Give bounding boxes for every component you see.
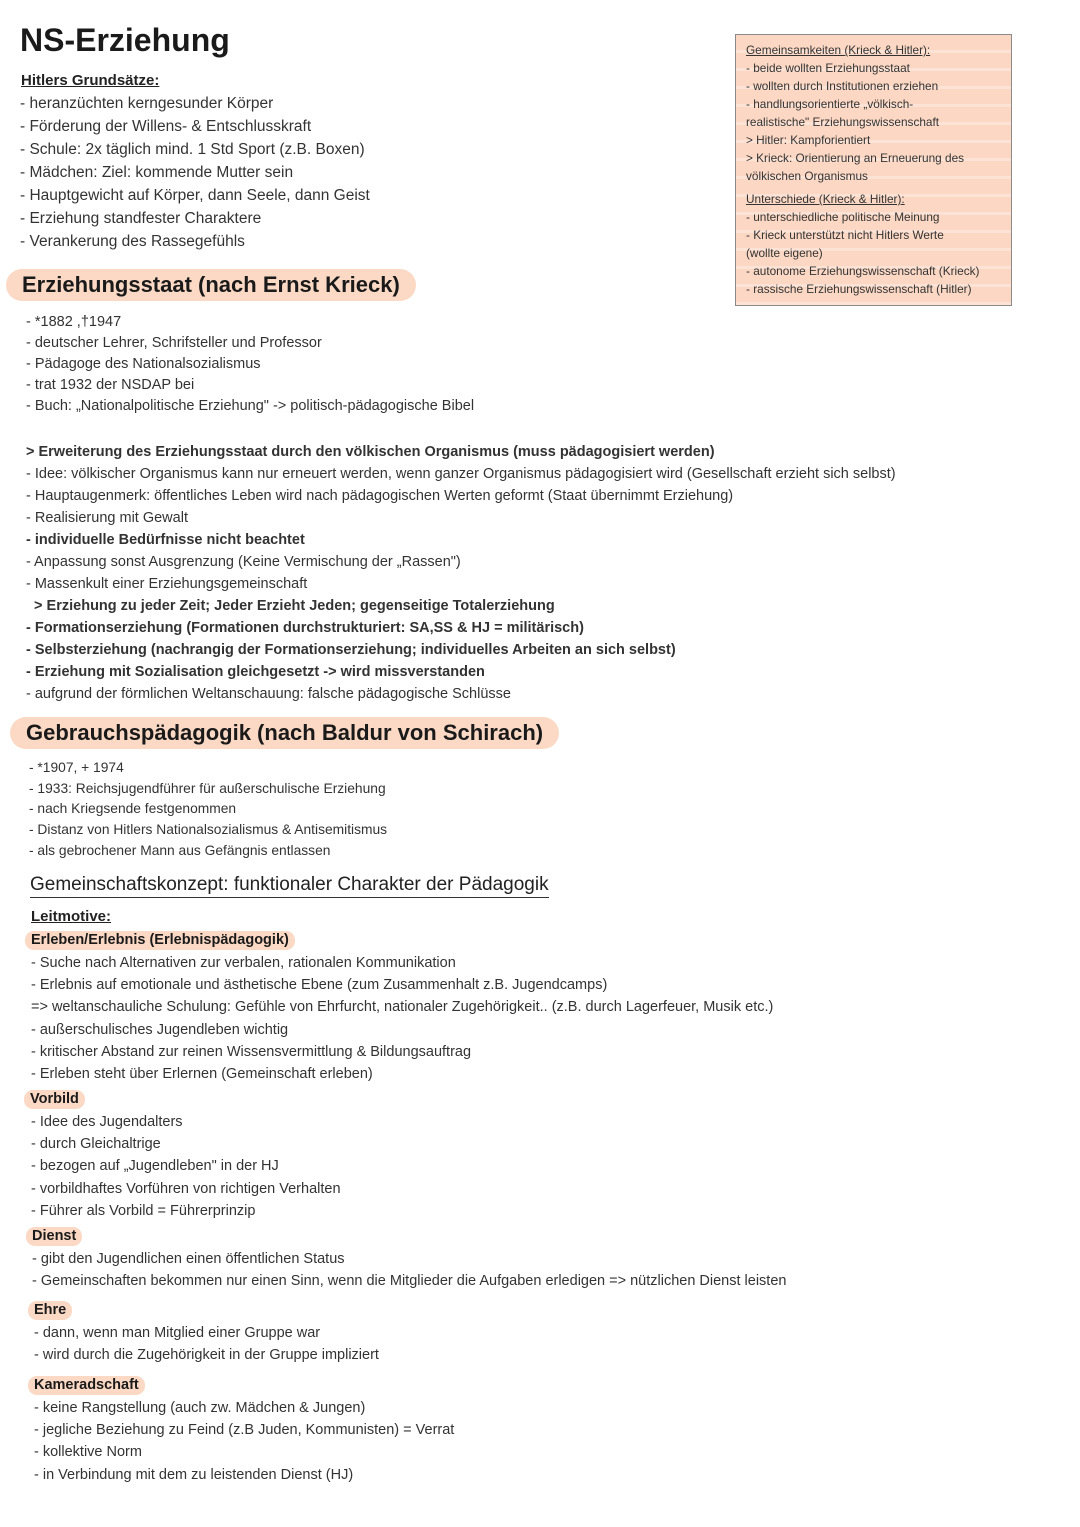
box-line: - beide wollten Erziehungsstaat: [746, 61, 910, 75]
box-line: völkischen Organismus: [746, 169, 868, 183]
box-line: - handlungsorientierte „völkisch-: [746, 97, 914, 111]
krieck-heading: Erziehungsstaat (nach Ernst Krieck): [6, 269, 416, 301]
list-item: - trat 1932 der NSDAP bei: [26, 377, 195, 393]
list-item: - Formationserziehung (Formationen durchstrukturiert: SA,SS & HJ = militärisch): [26, 620, 584, 636]
list-item: - Idee des Jugendalters: [31, 1114, 183, 1130]
tag-ehre: Ehre: [28, 1301, 72, 1320]
tag-erleben: Erleben/Erlebnis (Erlebnispädagogik): [25, 931, 295, 950]
erleben-list: [31, 952, 773, 1085]
box-line: - rassische Erziehungswissenschaft (Hitler): [746, 282, 972, 296]
list-item: - 1933: Reichsjugendführer für außerschulische Erziehung: [29, 780, 386, 796]
list-item: - Realisierung mit Gewalt: [26, 510, 188, 526]
list-item: - Verankerung des Rassegefühls: [20, 233, 245, 250]
vorbild-list: [31, 1111, 341, 1222]
list-item: - Erziehung standfester Charaktere: [20, 210, 262, 227]
list-item: > Erweiterung des Erziehungsstaat durch den völkischen Organismus (muss pädagogisiert werden): [26, 444, 715, 460]
list-item: - Führer als Vorbild = Führerprinzip: [31, 1202, 256, 1219]
list-item: - vorbildhaftes Vorführen von richtigen Verhalten: [31, 1180, 341, 1197]
list-item: - Selbsterziehung (nachrangig der Formationserziehung; individuelles Arbeiten an sich selbst): [26, 642, 676, 658]
list-item: - Erleben steht über Erlernen (Gemeinschaft erleben): [31, 1066, 373, 1083]
differences-heading: Unterschiede (Krieck & Hitler):: [746, 192, 905, 206]
page-title: NS-Erziehung: [20, 22, 230, 58]
list-item: - durch Gleichaltrige: [31, 1136, 161, 1153]
kameradschaft-list: [34, 1397, 454, 1486]
list-item: - Massenkult einer Erziehungsgemeinschaft: [26, 576, 308, 592]
list-item: - gibt den Jugendlichen einen öffentlichen Status: [32, 1251, 345, 1267]
tag-dienst: Dienst: [26, 1227, 82, 1246]
list-item: - Gemeinschaften bekommen nur einen Sinn, wenn die Mitglieder die Aufgaben erledigen => nützlichen Dienst leisten: [32, 1273, 787, 1290]
schirach-heading: Gebrauchspädagogik (nach Baldur von Schirach): [10, 717, 559, 749]
box-line: > Hitler: Kampforientiert: [746, 133, 871, 147]
list-item: - Distanz von Hitlers Nationalsozialismus & Antisemitismus: [29, 822, 388, 838]
list-item: - individuelle Bedürfnisse nicht beachtet: [26, 532, 305, 548]
box-line: - unterschiedliche politische Meinung: [746, 210, 940, 224]
list-item: - deutscher Lehrer, Schrifsteller und Professor: [26, 335, 322, 351]
tag-kameradschaft: Kameradschaft: [28, 1376, 145, 1395]
list-item: - Förderung der Willens- & Entschlusskraft: [20, 118, 312, 135]
list-item: - als gebrochener Mann aus Gefängnis entlassen: [29, 842, 331, 858]
list-item: - heranzüchten kerngesunder Körper: [20, 95, 274, 112]
similarities-heading: Gemeinsamkeiten (Krieck & Hitler):: [746, 43, 931, 57]
list-item: - kollektive Norm: [34, 1444, 142, 1461]
list-item: - aufgrund der förmlichen Weltanschauung: falsche pädagogische Schlüsse: [26, 686, 511, 702]
list-item: - Pädagoge des Nationalsozialismus: [26, 356, 261, 372]
list-item: - außerschulisches Jugendleben wichtig: [31, 1021, 289, 1038]
list-item: - Erziehung mit Sozialisation gleichgesetzt -> wird missverstanden: [26, 664, 485, 680]
list-item: - bezogen auf „Jugendleben" in der HJ: [31, 1158, 279, 1175]
list-item: > Erziehung zu jeder Zeit; Jeder Erzieht Jeden; gegenseitige Totalerziehung: [26, 598, 555, 614]
box-line: - autonome Erziehungswissenschaft (Krieck): [746, 264, 980, 278]
list-item: - dann, wenn man Mitglied einer Gruppe war: [34, 1325, 321, 1341]
list-item: - jegliche Beziehung zu Feind (z.B Juden, Kommunisten) = Verrat: [34, 1422, 455, 1439]
leitmotive-heading: Leitmotive:: [31, 908, 112, 925]
list-item: - Erlebnis auf emotionale und ästhetische Ebene (zum Zusammenhalt z.B. Jugendcamps): [31, 977, 608, 994]
tag-vorbild: Vorbild: [24, 1090, 85, 1109]
box-line: - wollten durch Institutionen erziehen: [746, 79, 939, 93]
box-line: > Krieck: Orientierung an Erneuerung des: [746, 151, 965, 165]
list-item: - keine Rangstellung (auch zw. Mädchen & Jungen): [34, 1400, 366, 1416]
box-line: - Krieck unterstützt nicht Hitlers Werte: [746, 228, 944, 242]
list-item: - Anpassung sonst Ausgrenzung (Keine Vermischung der „Rassen"): [26, 554, 461, 570]
list-item: - Hauptgewicht auf Körper, dann Seele, dann Geist: [20, 187, 370, 204]
box-line: realistische" Erziehungswissenschaft: [746, 115, 940, 129]
list-item: - Buch: „Nationalpolitische Erziehung" -> politisch-pädagogische Bibel: [26, 398, 475, 414]
list-item: - *1882 ,†1947: [26, 314, 122, 330]
dienst-list: [32, 1248, 786, 1292]
list-item: - Schule: 2x täglich mind. 1 Std Sport (z.B. Boxen): [20, 141, 365, 158]
list-item: - Mädchen: Ziel: kommende Mutter sein: [20, 164, 294, 181]
list-item: - wird durch die Zugehörigkeit in der Gruppe impliziert: [34, 1347, 379, 1364]
schirach-bio-list: [29, 758, 387, 862]
list-item: - Idee: völkischer Organismus kann nur erneuert werden, wenn ganzer Organismus pädagogisiert wird (Gesellschaft erzieht sich selbst): [26, 466, 896, 482]
krieck-points-list: [26, 441, 896, 705]
list-item: - in Verbindung mit dem zu leistenden Dienst (HJ): [34, 1466, 354, 1483]
community-concept-subheading: Gemeinschaftskonzept: funktionaler Charakter der Pädagogik: [30, 874, 549, 898]
hitler-principles-list: [20, 92, 370, 253]
hitler-heading: Hitlers Grundsätze:: [21, 72, 160, 89]
list-item: - kritischer Abstand zur reinen Wissensvermittlung & Bildungsauftrag: [31, 1043, 472, 1060]
ehre-list: [34, 1322, 379, 1366]
box-line: (wollte eigene): [746, 246, 823, 260]
krieck-bio-list: [26, 312, 474, 417]
list-item: - nach Kriegsende festgenommen: [29, 801, 237, 817]
list-item: - Suche nach Alternativen zur verbalen, rationalen Kommunikation: [31, 955, 456, 971]
list-item: => weltanschauliche Schulung: Gefühle von Ehrfurcht, nationaler Zugehörigkeit.. (z.B. durch Lagerfeuer, Musik etc.): [31, 999, 774, 1016]
comparison-box: [735, 34, 1012, 306]
list-item: - Hauptaugenmerk: öffentliches Leben wird nach pädagogischen Werten geformt (Staat übernimmt Erziehung): [26, 488, 734, 504]
list-item: - *1907, + 1974: [29, 760, 124, 775]
